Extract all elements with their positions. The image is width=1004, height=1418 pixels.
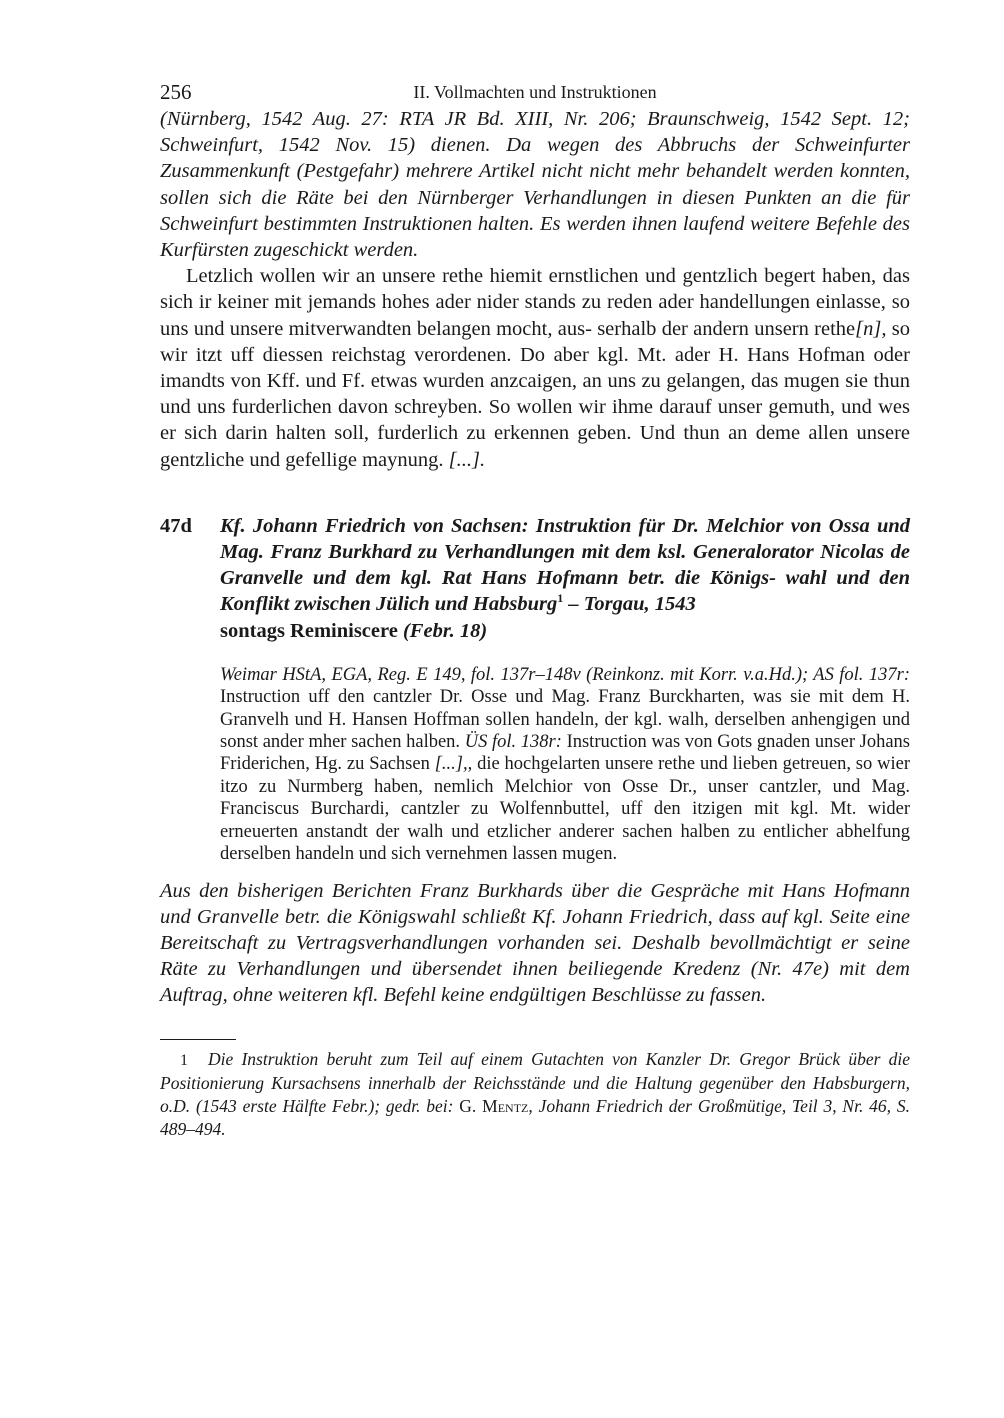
section-title: II. Vollmachten und Instruktionen: [413, 82, 657, 102]
footnote-reference-text: , Johann Friedrich der Großmütige, Teil 3, Nr. 46, S. 489–494.: [160, 1095, 910, 1139]
as-text: Instruction uff den cantzler Dr. Osse und Mag. Franz Burckharten, was sie mit dem H. Granvelh und H. Hansen Hoffman sollen handeln, der kgl. walh, derselben anhengigen und sonst ander mher sachen halben.: [220, 687, 910, 753]
document-title-main: Kf. Johann Friedrich von Sachsen: Instruktion für Dr. Melchior von Ossa und Mag. Franz Burkhard zu Verhandlungen mit dem ksl. Generalorator Nicolas de Granvelle und dem kgl. Rat Hans Hofmann betr. die Königs- wahl und den Konflikt zwischen Jülich und Habsburg: [220, 514, 910, 616]
document-header: [160, 513, 910, 644]
document-title: [220, 513, 910, 644]
footnote-author-initial: G.: [459, 1095, 483, 1116]
us-bracket: [...],: [434, 754, 468, 775]
editorial-bracket-n: [n],: [855, 317, 887, 340]
footnote-divider: [160, 1039, 236, 1040]
document-title-day: sontags Reminiscere: [220, 619, 398, 642]
body-paragraph: [160, 263, 910, 473]
footnote-text: Die Instruktion beruht zum Teil auf einem Gutachten von Kanzler Dr. Gregor Brück über die Positionierung Kursachsens innerhalb der Reichsstände und die Haltung gegenüber den Habsburgern, o.D. (1543 erste Hälfte Febr.); gedr. bei:: [160, 1048, 910, 1116]
us-text-1: Instruction was von Gots gnaden unser Johans Friderichen, Hg. zu Sachsen: [220, 732, 910, 775]
footnote-reference[interactable]: 1: [557, 591, 564, 606]
document-summary: Aus den bisherigen Berichten Franz Burkhards über die Gespräche mit Hans Hofmann und Granvelle betr. die Königswahl schließt Kf. Johann Friedrich, dass auf kgl. Seite eine Bereitschaft zu Vertragsverhandlungen vorhanden sei. Deshalb bevollmächtigt er seine Räte zu Verhandlungen und übersendet ihnen beiliegende Kredenz (Nr. 47e) mit dem Auftrag, ohne weiteren kfl. Befehl keine endgültigen Beschlüsse zu fassen.: [160, 879, 910, 1007]
page-number: 256: [160, 80, 192, 104]
body-text-part2: so wir itzt uff diessen reichstag verordenen. Do aber kgl. Mt. ader H. Hans Hofman oder imandts von Kff. und Ff. etwas wurden anzcaigen, an uns zu gelangen, das mugen sie thun und uns furderlichen davon schreyben. So wollen wir ihme darauf unser gemuth, und wes er sich darin halten soll, furderlich zu erkennen geben. Und thun an deme allen unsere gentzliche und gefellige maynung.: [160, 317, 910, 471]
document-title-date: (Febr. 18): [397, 619, 488, 642]
intro-summary: (Nürnberg, 1542 Aug. 27: RTA JR Bd. XIII, Nr. 206; Braunschweig, 1542 Sept. 12; Schweinfurt, 1542 Nov. 15) dienen. Da wegen des Abbruchs der Schweinfurter Zusammenkunft (Pestgefahr) mehrere Artikel nicht nicht mehr behandelt werden konnten, sollen sich die Räte bei den Nürnberger Verhandlungen in diesen Punkten an die für Schweinfurt bestimmten Instruktionen halten. Es werden ihnen laufend weitere Befehle des Kurfürsten zugeschickt werden.: [160, 108, 910, 262]
footnote: [160, 1048, 910, 1141]
us-text-2: , die hochgelarten unsere rethe und lieben getreuen, so wier itzo zu Nurmberg haben, nemlich Melchior von Osse Dr., unser cantzler, und Mag. Franciscus Burchardi, cantzler zu Wolfennbuttel, uff den itzigen mit kgl. Mt. wider erneuerten anstandt der walh und etzlicher anderer sachen halben zu entlicher abhelfung derselben handeln und sich vernehmen lassen mugen.: [220, 754, 910, 865]
editorial-ellipsis: [...].: [448, 448, 486, 471]
document-title-place-date: – Torgau, 1543: [563, 593, 696, 616]
source-description: [220, 664, 910, 866]
page: [160, 76, 910, 1141]
us-label: ÜS fol. 138r:: [464, 732, 562, 753]
footnote-author-name: Mentz: [482, 1095, 529, 1116]
running-head: [160, 76, 910, 106]
archive-reference: Weimar HStA, EGA, Reg. E 149, fol. 137r–148v (Reinkonz. mit Korr. v.a.Hd.); AS fol. 137r:: [220, 664, 910, 685]
document-number: 47d: [160, 514, 192, 537]
footnote-number: 1: [180, 1051, 188, 1069]
body-text-part1: Letzlich wollen wir an unsere rethe hiemit ernstlichen und gentzlich begert haben, das sich ir keiner mit jemands hohes ader nider stands zu reden ader handellungen einlasse, so uns und unsere mitverwandten belangen mocht, aus- serhalb der andern unsern rethe: [160, 265, 910, 340]
